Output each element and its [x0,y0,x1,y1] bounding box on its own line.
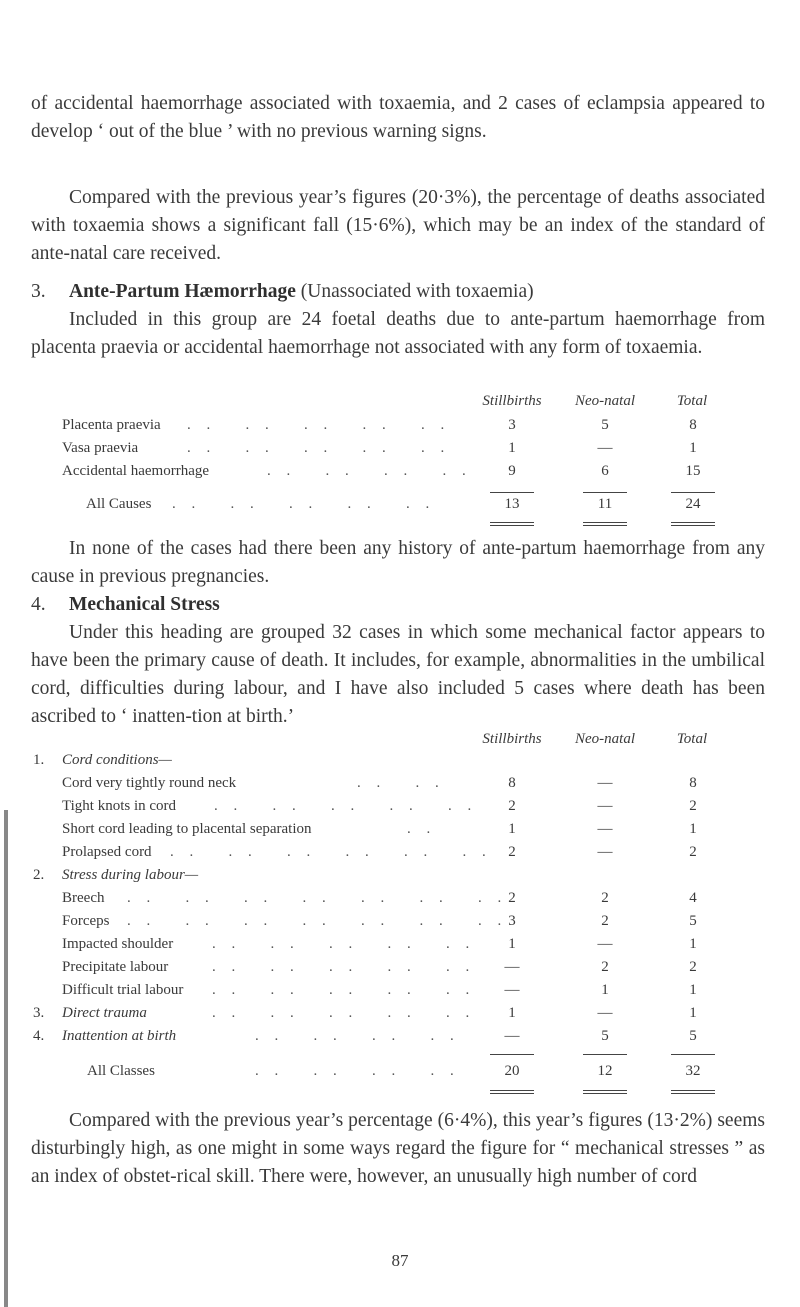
section-4-title: Mechanical Stress [69,594,220,615]
table-row [62,440,752,462]
paragraph-mechanical-comparison: Compared with the previous year’s percentage (6·4%), this year’s figures (13·2%) seems disturbingly high, as one might in some ways regard the figure for “ mechanical stresses ” as an index of obstet-rical skill. There were, however, an unusually high number of cord [31,1110,765,1187]
cell-neonatal: — [597,1005,613,1021]
leader-dots: . . . . . . . . . . [172,496,436,512]
category-number: 3. [33,1005,45,1021]
total-all: 24 [685,496,701,512]
section-3-number: 3. [31,281,46,302]
cell-neonatal: — [597,936,613,952]
row-label: Impacted shoulder [62,936,174,952]
paragraph-no-history: In none of the cases had there been any history of ante-partum haemorrhage from any cause in previous pregnancies. [31,538,765,587]
cell-total: 1 [689,982,697,998]
table-row [62,417,752,439]
category-label: Inattention at birth [62,1028,177,1044]
section-4-number: 4. [31,594,46,615]
cell-stillbirths: 2 [508,890,516,906]
leader-dots: . . . . . . . . . . [214,798,478,814]
paragraph-toxaemia-comparison: Compared with the previous year’s figures (20·3%), the percentage of deaths associated with toxaemia shows a significant fall (15·6%), which may be an index of the standard of ante-natal care received. [31,187,765,264]
total-all: 32 [685,1063,701,1079]
row-label: Breech [62,890,105,906]
cell-stillbirths: 1 [508,936,516,952]
total-neonatal: 11 [597,496,613,512]
cell-neonatal: — [597,798,613,814]
table-row [62,1028,752,1050]
cell-stillbirths: — [504,1028,520,1044]
total-stillbirths: 13 [504,496,520,512]
cell-neonatal: — [597,821,613,837]
table2-header-neonatal: Neo-natal [575,731,635,747]
total-double-rule [490,522,534,526]
table-row [62,821,752,843]
cell-total: 1 [689,936,697,952]
total-double-rule [671,522,715,526]
cell-stillbirths: 2 [508,798,516,814]
cell-stillbirths: 2 [508,844,516,860]
table-row [62,936,752,958]
subtotal-rule [583,1054,627,1055]
category-number: 1. [33,752,45,768]
leader-dots: . . . . . . . . . . [187,440,451,456]
row-label: Precipitate labour [62,959,169,975]
subtotal-rule [583,492,627,493]
table-row [62,844,752,866]
table-row [62,775,752,797]
total-label: All Classes [87,1063,155,1079]
table-mechanical-stress [33,731,753,1061]
row-label: Tight knots in cord [62,798,177,814]
category-number: 2. [33,867,45,883]
cell-neonatal: — [597,844,613,860]
row-label: Placenta praevia [62,417,161,433]
section-3-subtitle: (Unassociated with toxaemia) [300,281,534,302]
table1-header-neonatal: Neo-natal [575,393,635,409]
table-row [62,913,752,935]
cell-total: 1 [689,821,697,837]
total-double-rule [490,1090,534,1094]
total-stillbirths: 20 [504,1063,520,1079]
cell-stillbirths: 9 [508,463,516,479]
cell-neonatal: 2 [601,890,609,906]
row-label: Cord very tightly round neck [62,775,237,791]
subtotal-rule [671,492,715,493]
category-label: Direct trauma [62,1005,147,1021]
cell-total: 5 [689,913,697,929]
table-row [62,982,752,1004]
leader-dots: . . [407,821,437,837]
subtotal-rule [490,492,534,493]
page-edge-shadow [4,810,8,1307]
cell-total: 2 [689,959,697,975]
row-label: Forceps [62,913,110,929]
table1-header-stillbirths: Stillbirths [482,393,542,409]
cell-total: 5 [689,1028,697,1044]
category-number: 4. [33,1028,45,1044]
table-row [62,959,752,981]
cell-neonatal: 2 [601,959,609,975]
cell-total: 2 [689,844,697,860]
leader-dots: . . . . . . . . . . [212,1005,476,1021]
row-label: Accidental haemorrhage [62,463,210,479]
cell-total: 8 [689,775,697,791]
section-3-heading [31,278,765,306]
section-3-intro: Included in this group are 24 foetal deaths due to ante-partum haemorrhage from placenta praevia or accidental haemorrhage not associated with any form of toxaemia. [31,309,765,358]
cell-total: 4 [689,890,697,906]
leader-dots: . . . . . . . . [255,1028,460,1044]
cell-stillbirths: 3 [508,913,516,929]
cell-total: 1 [689,440,697,456]
cell-neonatal: 2 [601,913,609,929]
section-3-title: Ante-Partum Hæmorrhage [69,281,296,302]
total-label: All Causes [86,496,152,512]
leader-dots: . . . . . . . . . . [212,959,476,975]
cell-neonatal: — [597,775,613,791]
total-neonatal: 12 [597,1063,613,1079]
table-total-row [62,496,752,518]
total-double-rule [583,1090,627,1094]
leader-dots: . . . . [357,775,445,791]
cell-total: 2 [689,798,697,814]
total-double-rule [671,1090,715,1094]
cell-stillbirths: — [504,959,520,975]
category-label: Cord conditions— [62,752,172,768]
leader-dots: . . . . . . . . . . [212,936,476,952]
table2-header-stillbirths: Stillbirths [482,731,542,747]
cell-stillbirths: 3 [508,417,516,433]
row-label: Short cord leading to placental separation [62,821,312,837]
section-4-heading [31,591,765,619]
leader-dots: . . . . . . . . [255,1063,460,1079]
total-double-rule [583,522,627,526]
cell-neonatal: 5 [601,1028,609,1044]
row-label: Prolapsed cord [62,844,152,860]
page-number: 87 [391,1251,409,1270]
table-row [62,798,752,820]
category-label: Stress during labour— [62,867,199,883]
cell-neonatal: 1 [601,982,609,998]
cell-total: 8 [689,417,697,433]
table-row [62,1005,752,1027]
cell-stillbirths: 8 [508,775,516,791]
cell-total: 1 [689,1005,697,1021]
cell-stillbirths: — [504,982,520,998]
cell-neonatal: — [597,440,613,456]
table-mechanical-stress-total [33,1063,753,1103]
section-4-intro: Under this heading are grouped 32 cases in which some mechanical factor appears to have been the primary cause of death. It includes, for example, abnormalities in the umbilical cord, difficulties during labour, and I have also included 5 cases where death has been ascribed to ‘ inatten-tion at birth.’ [31,622,765,727]
row-label: Difficult trial labour [62,982,184,998]
cell-stillbirths: 1 [508,821,516,837]
cell-total: 15 [685,463,701,479]
table1-header-total: Total [676,393,708,409]
table-row [62,890,752,912]
table2-header-total: Total [676,731,708,747]
leader-dots: . . . . . . . . . . . . [170,844,492,860]
cell-neonatal: 6 [601,463,609,479]
cell-stillbirths: 1 [508,1005,516,1021]
table-row [62,463,752,485]
leader-dots: . . . . . . . . . . [187,417,451,433]
cell-neonatal: 5 [601,417,609,433]
leader-dots: . . . . . . . . . . [212,982,476,998]
table-total-row [62,1063,752,1085]
subtotal-rule [490,1054,534,1055]
subtotal-rule [671,1054,715,1055]
paragraph-continuation: of accidental haemorrhage associated with toxaemia, and 2 cases of eclampsia appeared to develop ‘ out of the blue ’ with no previous warning signs. [31,93,765,142]
cell-stillbirths: 1 [508,440,516,456]
row-label: Vasa praevia [62,440,139,456]
leader-dots: . . . . . . . . [267,463,472,479]
leader-dots: . . . . . . . . . . . . . . [127,913,508,929]
leader-dots: . . . . . . . . . . . . . . [127,890,508,906]
